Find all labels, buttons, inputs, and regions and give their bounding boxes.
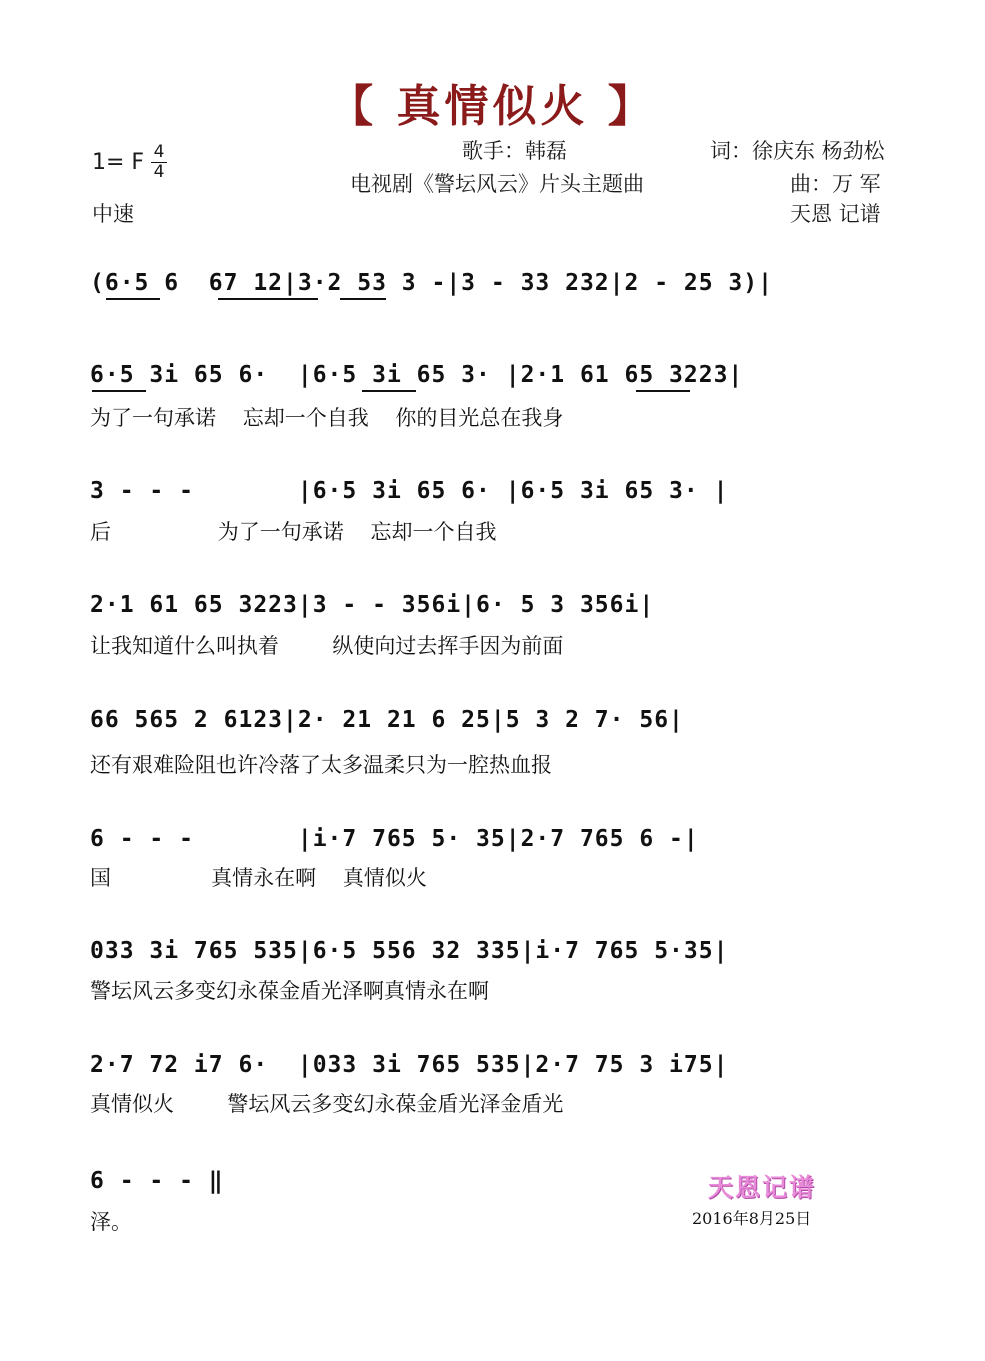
notation-line-5: 66 565 2 6123|2· 21 21 6 25|5 3 2 7· 56|: [90, 707, 684, 733]
lyric-line-6: 国 真情永在啊 真情似火: [90, 866, 427, 890]
duration-underline: [362, 390, 416, 392]
lyric-line-4: 让我知道什么叫执着 纵使向过去挥手因为前面: [90, 634, 564, 658]
source-credit: 电视剧《警坛风云》片头主题曲: [350, 172, 644, 196]
singer-credit: 歌手：韩磊: [462, 139, 567, 163]
song-title: 【 真情似火 】: [329, 81, 656, 132]
notation-line-6: 6 - - - |i·7 765 5· 35|2·7 765 6 -|: [90, 826, 699, 852]
notation-line-1: (6·5 6 67 12|3·2 53 3 -|3 - 33 232|2 - 25 3)|: [90, 270, 773, 296]
key-signature: 1= F: [92, 150, 145, 175]
notation-line-7: 033 3i 765 535|6·5 556 32 335|i·7 765 5·35|: [90, 938, 729, 964]
lyric-line-2: 为了一句承诺 忘却一个自我 你的目光总在我身: [90, 406, 564, 430]
duration-underline: [106, 298, 160, 300]
lyric-line-7: 警坛风云多变幻永葆金盾光泽啊真情永在啊: [90, 979, 489, 1003]
time-signature-top: 4: [153, 142, 165, 162]
lyric-line-8: 真情似火 警坛风云多变幻永葆金盾光泽金盾光: [90, 1092, 564, 1116]
tempo-marking: 中速: [92, 202, 134, 226]
duration-underline: [92, 390, 146, 392]
record-date: 2016年8月25日: [692, 1209, 812, 1228]
notation-line-2: 6·5 3i 65 6· |6·5 3i 65 3· |2·1 61 65 3223|: [90, 362, 744, 388]
duration-underline: [340, 298, 386, 300]
time-signature-bottom: 4: [153, 162, 165, 182]
recorder-stamp: 天恩记谱: [708, 1173, 817, 1202]
notation-line-9: 6 - - - ‖: [90, 1168, 224, 1194]
notation-line-3: 3 - - - |6·5 3i 65 6· |6·5 3i 65 3· |: [90, 478, 729, 504]
duration-underline: [218, 298, 318, 300]
composer-credit: 曲：万 军: [790, 172, 881, 196]
lyricist-credit: 词：徐庆东 杨劲松: [710, 139, 885, 163]
notation-line-4: 2·1 61 65 3223|3 - - 356i|6· 5 3 356i|: [90, 592, 655, 618]
recorder-credit: 天恩 记谱: [790, 202, 881, 226]
lyric-line-9: 泽。: [90, 1210, 132, 1234]
lyric-line-3: 后 为了一句承诺 忘却一个自我: [90, 520, 497, 544]
duration-underline: [636, 390, 690, 392]
time-signature: [148, 143, 170, 182]
notation-line-8: 2·7 72 i7 6· |033 3i 765 535|2·7 75 3 i75|: [90, 1052, 729, 1078]
lyric-line-5: 还有艰难险阻也许冷落了太多温柔只为一腔热血报: [90, 753, 552, 777]
